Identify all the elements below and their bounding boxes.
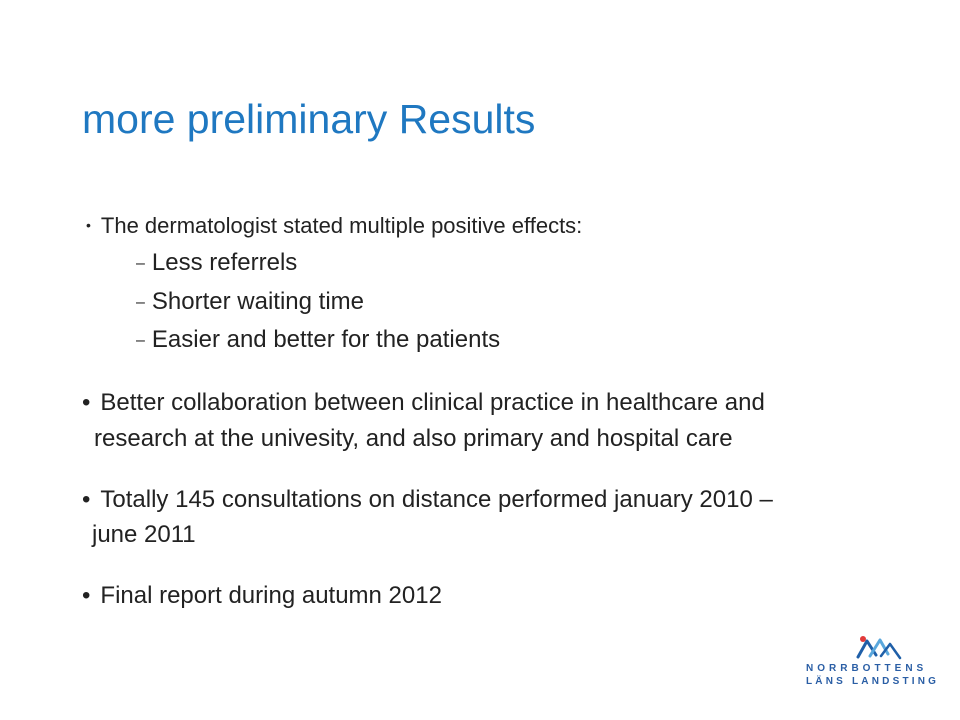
dash-marker: – <box>136 294 145 311</box>
logo-mark-dot <box>860 636 866 642</box>
dash-marker: – <box>136 332 145 349</box>
bullet-4 <box>82 582 442 610</box>
bullet-marker: • <box>82 582 91 609</box>
sub-bullet-3 <box>136 326 500 355</box>
bullet-3-text-line-1: Totally 145 consultations on distance performed january 2010 – <box>100 486 773 513</box>
bullet-1 <box>86 211 582 240</box>
dash-marker: – <box>136 255 145 272</box>
bullet-3 <box>82 486 773 514</box>
bullet-marker: • <box>86 217 91 233</box>
slide-title: more preliminary Results <box>82 96 536 142</box>
bullet-marker: • <box>82 389 91 416</box>
sub-bullet-1-text: Less referrels <box>151 249 298 276</box>
bullet-1-text: The dermatologist stated multiple positive effects: <box>100 213 583 238</box>
bullet-2-text-line-1: Better collaboration between clinical practice in healthcare and <box>100 389 765 416</box>
sub-bullet-1 <box>136 249 297 278</box>
sub-bullet-2-text: Shorter waiting time <box>151 288 364 315</box>
sub-bullet-3-text: Easier and better for the patients <box>151 326 501 353</box>
bullet-2 <box>82 389 765 417</box>
logo-text-line-1: NORRBOTTENS <box>806 663 928 674</box>
logo-text-line-2: LÄNS LANDSTING <box>806 676 940 687</box>
bullet-marker: • <box>82 486 91 513</box>
bullet-4-text: Final report during autumn 2012 <box>100 582 442 609</box>
bullet-3-continued: june 2011 <box>92 521 196 548</box>
bullet-2-continued: research at the univesity, and also primary and hospital care <box>94 425 733 452</box>
sub-bullet-2 <box>136 288 364 317</box>
